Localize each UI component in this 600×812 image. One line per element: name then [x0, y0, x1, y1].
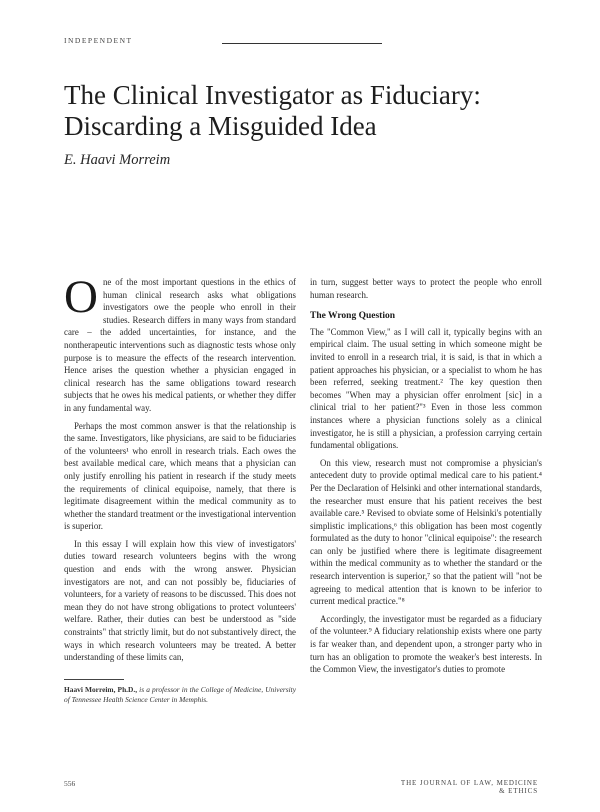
left-column: [64, 271, 296, 671]
section-label: INDEPENDENT: [64, 36, 133, 45]
header-rule: [222, 43, 382, 44]
author-note-name: Haavi Morreim, Ph.D.,: [64, 685, 138, 694]
section-heading: The Wrong Question: [310, 311, 395, 322]
paragraph: Perhaps the most common answer is that the relationship is the same. Investigators, like physicians, are said to be fiduciaries of the volunteers¹ who enroll in research trials. Each owes the best available medical care, which means that a physician can only justify enrolling his patient in research if the study meets the requirements of clinical equipoise, namely, that there is legitimate disagreement within the medical community as to whether the standard treatment or the investigational intervention is superior.: [64, 420, 296, 532]
author-note-affiliation: is a professor in the College of Medicine, University of Tennessee Health Science Center in Memphis.: [64, 685, 296, 704]
title-line-1: The Clinical Investigator as Fiduciary:: [64, 80, 481, 110]
author-byline: E. Haavi Morreim: [64, 152, 171, 168]
paragraph-text: ne of the most important questions in the ethics of human clinical research asks what obligations investigators owe the people who enroll in their studies. Research differs in many ways from standard care – the added uncertainties, for instance, and the nontherapeutic interventions such as diagnostic tests whose only purpose is to measure the effects of the research intervention. Hence arises the question whether a physician engaged in clinical research has the same obligations toward research subjects that he owes his medical patients, or whether they differ in any fundamental way.: [64, 277, 296, 413]
article-title: [64, 80, 544, 142]
paragraph: The "Common View," as I will call it, typically begins with an empirical claim. The usual setting in which someone might be invited to enroll in a research trial, it is said, is that in which a patient approaches his physician, or a specialist to whom he has been referred, seeking treatment.² The key question then becomes "When may a physician offer enrolment [sic] in a clinical trial to her patient?"³ Even in those less common instances where a physician functions solely as a clinical investigator, he is still a physician, a profession carrying certain fundamental obligations.: [310, 326, 542, 451]
footnote-rule: [64, 679, 124, 680]
right-column: [310, 276, 542, 776]
page-number: 556: [64, 779, 76, 788]
paragraph: In this essay I will explain how this view of investigators' duties toward research volunteers begins with the wrong question and ends with the wrong answer. Physician investigators are not, and can not possibly be, fiduciaries of volunteers, for a variety of reasons to be discussed. This does not mean they do not have strong obligations to protect volunteers' welfare. Rather, their duties can best be understood as "side constraints" that strictly limit, but do not substantively direct, the ways in which research volunteers may be treated. A better understanding of these limits can,: [64, 538, 296, 663]
author-note: [64, 685, 296, 705]
paragraph: [64, 271, 296, 415]
journal-name: THE JOURNAL OF LAW, MEDICINE & ETHICS: [400, 779, 538, 795]
paragraph: Accordingly, the investigator must be regarded as a fiduciary of the volunteer.⁹ A fiduciary relationship exists where one party is far weaker than, and dependent upon, a stronger party who in turn has an obligation to promote the weaker's best interests. In the Common View, the investigator's duties to promote: [310, 613, 542, 675]
title-line-2: Discarding a Misguided Idea: [64, 111, 377, 141]
paragraph: On this view, research must not compromise a physician's antecedent duty to provide optimal medical care to his patient.⁴ Per the Declaration of Helsinki and other international standards, the researcher must ensure that his patient receives the best available care.⁵ Revised to obviate some of Helsinki's potentially simplistic implications,⁶ this obligation has been most cogently formulated as the duty to honor "clinical equipoise": the research can only be justified where there is legitimate disagreement within the medical community as to whether the standard or the research intervention is superior,⁷ so that the patient will "not be agreeing to medical attention that is known to be inferior to current medical practice."⁸: [310, 457, 542, 607]
drop-cap: O: [64, 271, 98, 323]
paragraph: in turn, suggest better ways to protect the people who enroll human research.: [310, 277, 542, 300]
